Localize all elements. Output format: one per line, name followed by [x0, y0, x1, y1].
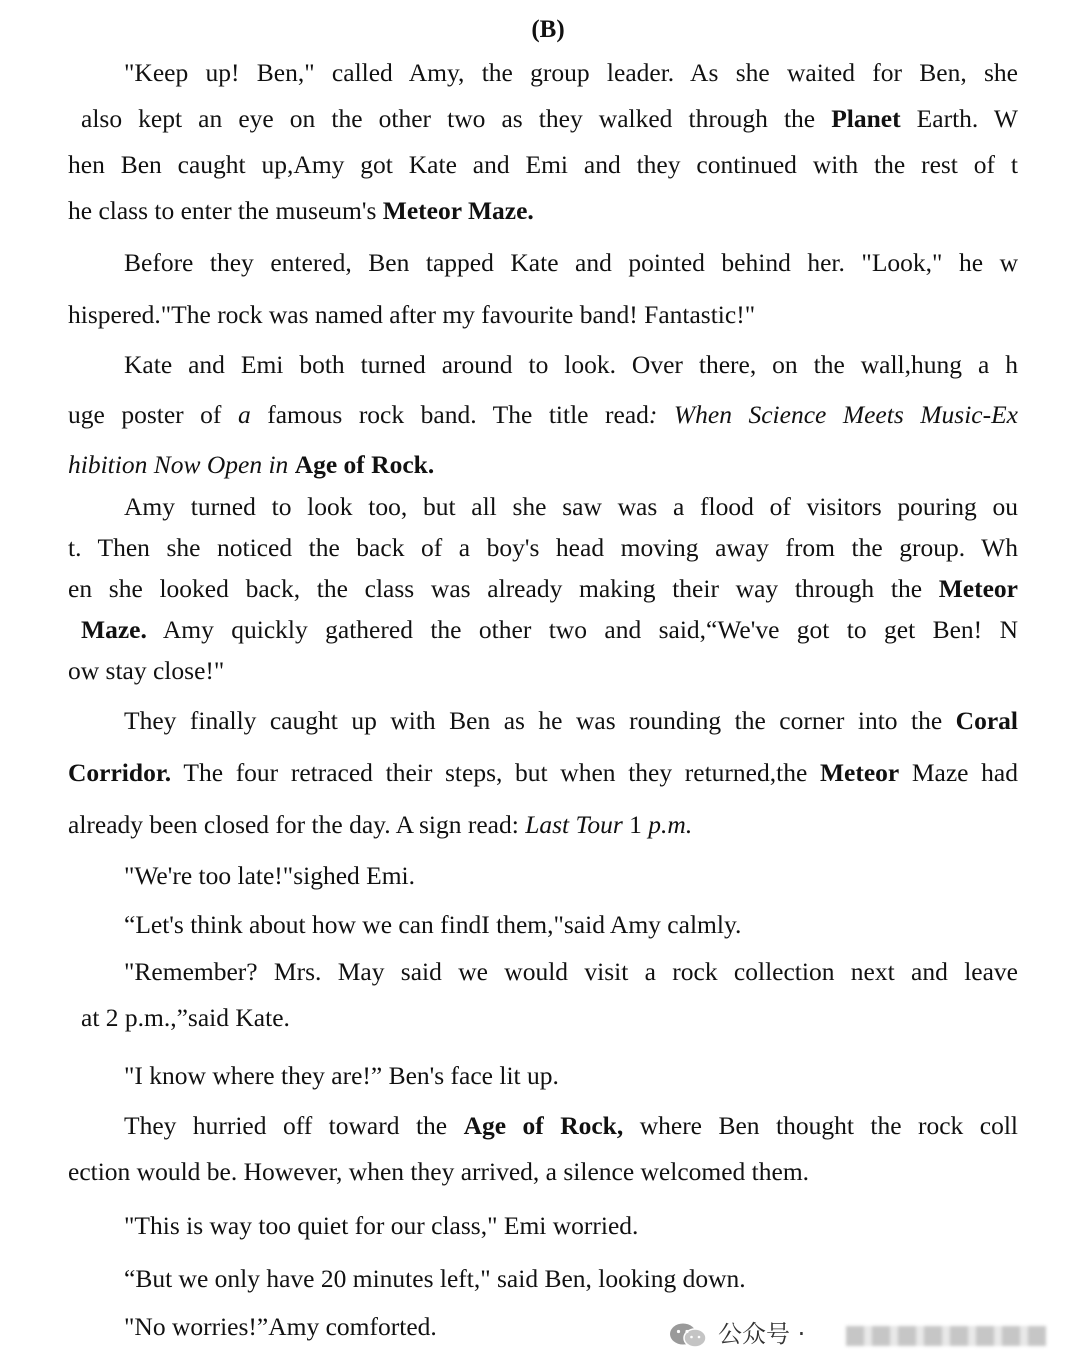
text-segment: Kate and Emi both turned around to look. Over there, on the wall,hung a h [124, 350, 1018, 379]
text-segment: already been closed for the day. A sign read: [68, 810, 526, 839]
text-segment: "No worries!”Amy comforted. [124, 1312, 437, 1341]
text-segment: en she looked back, the class was already making their way through the [68, 574, 939, 603]
text-line [124, 705, 1018, 737]
text-line [81, 1002, 1018, 1034]
text-segment: he class to enter the museum's [68, 196, 383, 225]
text-line [124, 1060, 1018, 1092]
text-segment: Age of Rock, [463, 1111, 624, 1140]
text-segment: also kept an eye on the other two as they walked through the [81, 104, 832, 133]
text-segment: "Keep up! Ben," called Amy, the group leader. As she waited for Ben, she [124, 58, 1018, 87]
text-line [81, 103, 1018, 135]
text-segment: hen Ben caught up,Amy got Kate and Emi and they continued with the rest of t [68, 150, 1018, 179]
text-segment: Meteor [819, 758, 900, 787]
text-segment: Maze. [81, 615, 147, 644]
text-segment: Amy turned to look too, but all she saw was a flood of visitors pouring ou [124, 492, 1018, 521]
text-segment: Before they entered, Ben tapped Kate and pointed behind her. "Look," he w [124, 248, 1018, 277]
text-segment: p.m. [648, 810, 693, 839]
text-line [68, 1156, 1018, 1188]
text-line [124, 1210, 1018, 1242]
text-line [68, 757, 1018, 789]
text-segment: Earth. W [900, 104, 1018, 133]
text-line [68, 573, 1018, 605]
text-line [124, 491, 1018, 523]
text-segment: Corridor. [68, 758, 172, 787]
text-line [81, 614, 1018, 646]
watermark-label: 公众号 · [718, 1320, 806, 1348]
text-segment: They hurried off toward the [124, 1111, 464, 1140]
text-line [68, 532, 1018, 564]
text-line [68, 655, 1018, 687]
text-line [68, 809, 1018, 841]
text-segment: Coral [955, 706, 1018, 735]
text-segment: Age of Rock. [294, 450, 435, 479]
text-line [124, 956, 1018, 988]
text-segment: “Let's think about how we can findI them,"said Amy calmly. [124, 910, 742, 939]
text-segment: uge poster of [68, 400, 238, 429]
text-line [124, 57, 1018, 89]
text-segment: at 2 p.m.,”said Kate. [81, 1003, 290, 1032]
text-line [124, 860, 1018, 892]
text-segment: The four retraced their steps, but when they returned,the [171, 758, 820, 787]
text-segment: "I know where they are!” Ben's face lit up. [124, 1061, 559, 1090]
watermark-obscured-name [846, 1326, 1046, 1346]
text-segment: : When Science Meets Music-Ex [648, 400, 1018, 429]
text-segment: Maze had [899, 758, 1018, 787]
text-segment: hibition Now Open in [68, 450, 289, 479]
text-line [124, 1263, 1018, 1295]
text-segment: Last Tour [525, 810, 623, 839]
text-segment: “But we only have 20 minutes left," said Ben, looking down. [124, 1264, 746, 1293]
text-segment: famous rock band. The title read [250, 400, 649, 429]
text-segment: Planet [831, 104, 901, 133]
text-segment: Meteor Maze. [382, 196, 534, 225]
text-segment: "Remember? Mrs. May said we would visit a rock collection next and leave [124, 957, 1018, 986]
text-line [124, 247, 1018, 279]
text-segment: "We're too late!"sighed Emi. [124, 861, 416, 890]
text-line [68, 449, 1018, 481]
text-line [68, 399, 1018, 431]
text-line [124, 909, 1018, 941]
text-segment: Meteor [938, 574, 1018, 603]
text-line [68, 149, 1018, 181]
text-segment: a [237, 400, 251, 429]
section-heading: (B) [531, 16, 565, 43]
text-segment: ection would be. However, when they arrived, a silence welcomed them. [68, 1157, 810, 1186]
text-segment: ow stay close!" [68, 656, 225, 685]
wechat-icon [668, 1322, 708, 1348]
text-segment: t. Then she noticed the back of a boy's head moving away from the group. Wh [68, 533, 1018, 562]
text-segment: 1 [622, 810, 649, 839]
text-segment: They finally caught up with Ben as he was rounding the corner into the [124, 706, 956, 735]
text-segment: where Ben thought the rock coll [623, 1111, 1018, 1140]
text-segment: "This is way too quiet for our class," Emi worried. [124, 1211, 639, 1240]
text-line [68, 195, 1018, 227]
text-line [124, 349, 1018, 381]
watermark [668, 1318, 1080, 1351]
text-line [124, 1110, 1018, 1142]
text-line [68, 299, 1018, 331]
text-segment: hispered."The rock was named after my favourite band! Fantastic!" [68, 300, 756, 329]
text-segment: Amy quickly gathered the other two and said,“We've got to get Ben! N [146, 615, 1018, 644]
